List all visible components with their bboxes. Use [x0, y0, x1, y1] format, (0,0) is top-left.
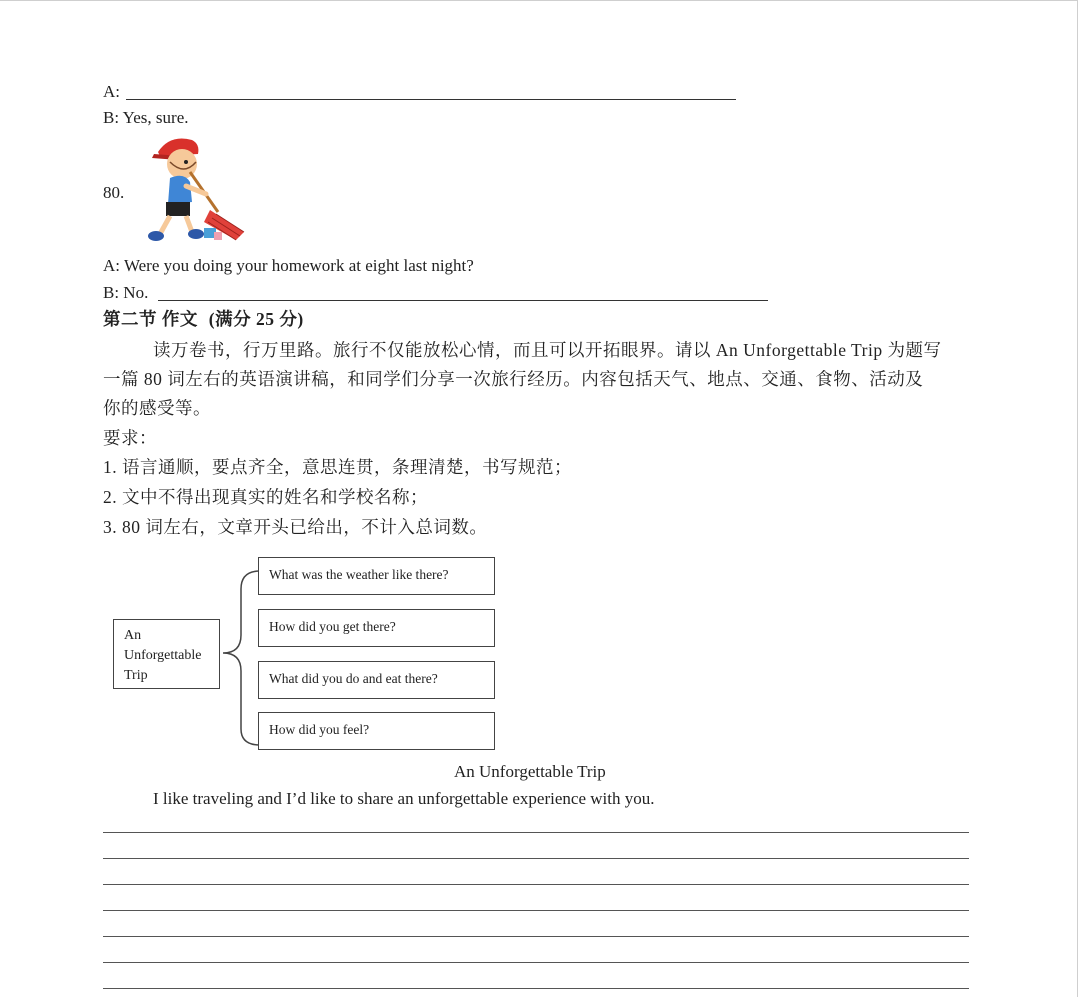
- question-b-label: B: No.: [103, 283, 149, 302]
- requirements-title: 要求：: [103, 428, 157, 448]
- section-heading: [103, 309, 304, 329]
- question-a-line: A: Were you doing your homework at eight last night?: [103, 256, 474, 275]
- writing-line[interactable]: [103, 936, 969, 937]
- dialogue-b-line: B: Yes, sure.: [103, 108, 189, 127]
- prompt-line-1: 读万卷书，行万里路。旅行不仅能放松心情，而且可以开拓眼界。请以 An Unforgettable Trip 为题写: [153, 340, 942, 360]
- requirement-item-3: 3. 80 词左右，文章开头已给出，不计入总词数。: [103, 517, 488, 537]
- writing-line[interactable]: [103, 858, 969, 859]
- writing-line[interactable]: [103, 988, 969, 989]
- dialogue-a-label: A:: [103, 82, 120, 101]
- answer-blank-a[interactable]: [126, 99, 736, 100]
- section-score: (满分 25 分): [208, 309, 304, 329]
- mindmap-center-line-2: Unforgettable: [124, 648, 202, 663]
- mindmap-question-activities: What did you do and eat there?: [258, 661, 495, 699]
- section-title: 第二节 作文: [103, 309, 198, 329]
- mindmap-center-box: [113, 619, 220, 689]
- requirement-item-1: 1. 语言通顺，要点齐全，意思连贯，条理清楚，书写规范；: [103, 457, 572, 477]
- requirement-item-2: 2. 文中不得出现真实的姓名和学校名称；: [103, 487, 428, 507]
- essay-title: An Unforgettable Trip: [454, 762, 606, 781]
- mindmap-question-weather: What was the weather like there?: [258, 557, 495, 595]
- mindmap-center-line-3: Trip: [124, 668, 148, 683]
- answer-blank-b[interactable]: [158, 300, 768, 301]
- essay-opening: I like traveling and I’d like to share an unforgettable experience with you.: [153, 789, 655, 808]
- prompt-line-3: 你的感受等。: [103, 398, 211, 418]
- question-number: 80.: [103, 183, 125, 202]
- mindmap-question-transport: How did you get there?: [258, 609, 495, 647]
- prompt-line-2: 一篇 80 词左右的英语演讲稿，和同学们分享一次旅行经历。内容包括天气、地点、交通、食物、活动及: [103, 369, 924, 389]
- writing-line[interactable]: [103, 884, 969, 885]
- writing-line[interactable]: [103, 910, 969, 911]
- boy-sweeping-icon: [140, 132, 250, 246]
- mindmap-center-line-1: An: [124, 628, 142, 643]
- mindmap-question-feeling: How did you feel?: [258, 712, 495, 750]
- writing-line[interactable]: [103, 962, 969, 963]
- writing-line[interactable]: [103, 832, 969, 833]
